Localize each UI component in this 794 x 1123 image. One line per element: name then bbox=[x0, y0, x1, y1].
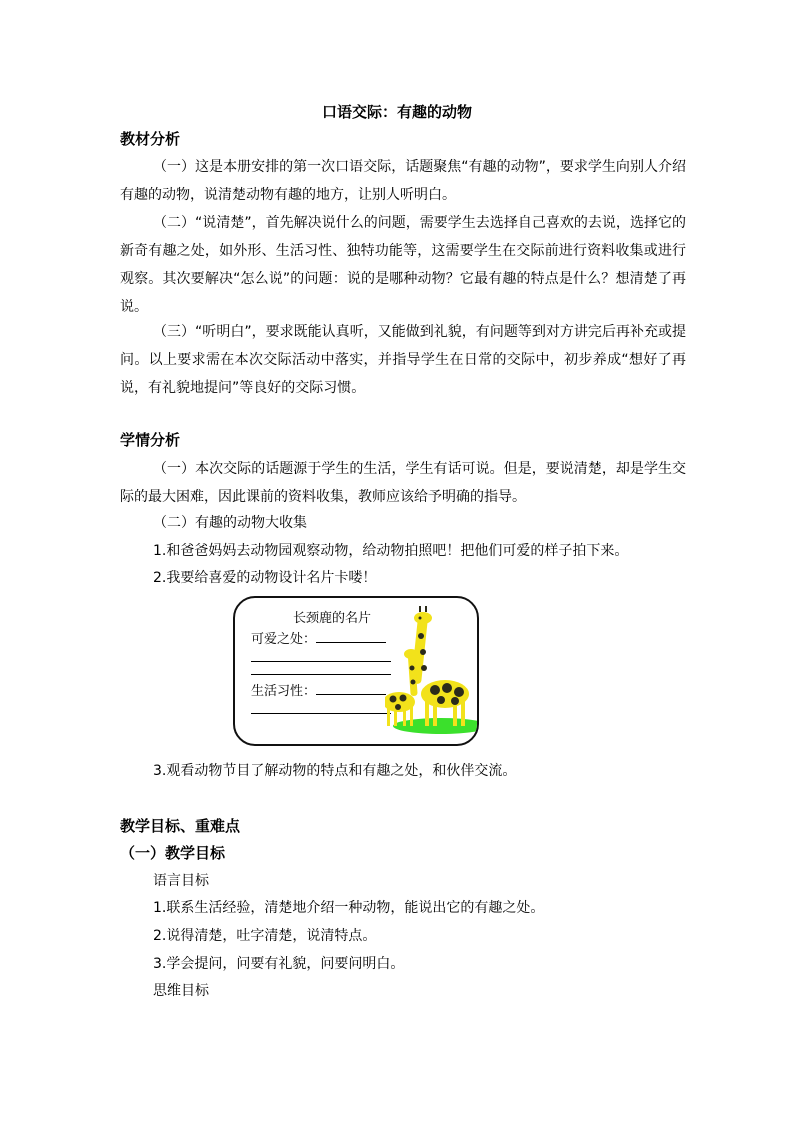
big-giraffe-icon bbox=[411, 606, 469, 726]
heading-teaching-goals: 教学目标、重难点 bbox=[120, 817, 241, 835]
heading-textbook-analysis: 教材分析 bbox=[120, 130, 181, 148]
goal-item-1: 1.联系生活经验，清楚地介绍一种动物，能说出它的有趣之处。 bbox=[153, 900, 545, 916]
subheading-animal-collection: （二）有趣的动物大收集 bbox=[153, 515, 307, 531]
label-thinking-goal: 思维目标 bbox=[153, 983, 209, 999]
heading-learner-analysis: 学情分析 bbox=[120, 431, 181, 449]
card-row-habits bbox=[251, 682, 386, 701]
card-row-cute bbox=[251, 630, 386, 649]
paragraph-1: （一）这是本册安排的第一次口语交际，话题聚焦“有趣的动物”，要求学生向别人介绍有趣的动物，说清楚动物有趣的地方，让别人听明白。 bbox=[120, 159, 686, 203]
card-line bbox=[251, 713, 391, 714]
goal-item-3: 3.学会提问，问要有礼貌，问要问明白。 bbox=[153, 956, 405, 972]
giraffe-name-card bbox=[233, 596, 479, 746]
card-title: 长颈鹿的名片 bbox=[293, 611, 372, 626]
card-blank-cute bbox=[316, 630, 386, 643]
document-title: 口语交际：有趣的动物 bbox=[321, 103, 472, 121]
card-line bbox=[251, 661, 391, 662]
card-blank-habits bbox=[316, 682, 386, 695]
card-label-cute: 可爱之处： bbox=[251, 632, 317, 647]
list-item-zoo: 1.和爸爸妈妈去动物园观察动物，给动物拍照吧！把他们可爱的样子拍下来。 bbox=[153, 543, 629, 559]
paragraph-2: （二）“说清楚”，首先解决说什么的问题，需要学生去选择自己喜欢的去说，选择它的新奇有趣之处，如外形、生活习性、独特功能等，这需要学生在交际前进行资料收集或进行观察。其次要解决“怎么说”的问题：说的是哪种动物？它最有趣的特点是什么？想清楚了再说。 bbox=[120, 215, 686, 315]
label-language-goal: 语言目标 bbox=[153, 873, 209, 889]
list-item-tv: 3.观看动物节目了解动物的特点和有趣之处，和伙伴交流。 bbox=[153, 763, 517, 779]
paragraph-learner: （一）本次交际的话题源于学生的生活，学生有话可说。但是，要说清楚，却是学生交际的最大困难，因此课前的资料收集，教师应该给予明确的指导。 bbox=[120, 461, 686, 505]
card-line bbox=[251, 674, 391, 675]
goal-item-2: 2.说得清楚，吐字清楚，说清特点。 bbox=[153, 928, 377, 944]
subheading-goals: （一）教学目标 bbox=[120, 844, 226, 862]
card-label-habits: 生活习性： bbox=[251, 684, 317, 699]
giraffe-illustration bbox=[385, 606, 479, 736]
paragraph-3: （三）“听明白”，要求既能认真听，又能做到礼貌，有问题等到对方讲完后再补充或提问。以上要求需在本次交际活动中落实，并指导学生在日常的交际中，初步养成“想好了再说，有礼貌地提问”等良好的交际习惯。 bbox=[120, 324, 686, 396]
small-giraffe-icon bbox=[385, 649, 418, 726]
list-item-card: 2.我要给喜爱的动物设计名片卡喽！ bbox=[153, 570, 377, 586]
